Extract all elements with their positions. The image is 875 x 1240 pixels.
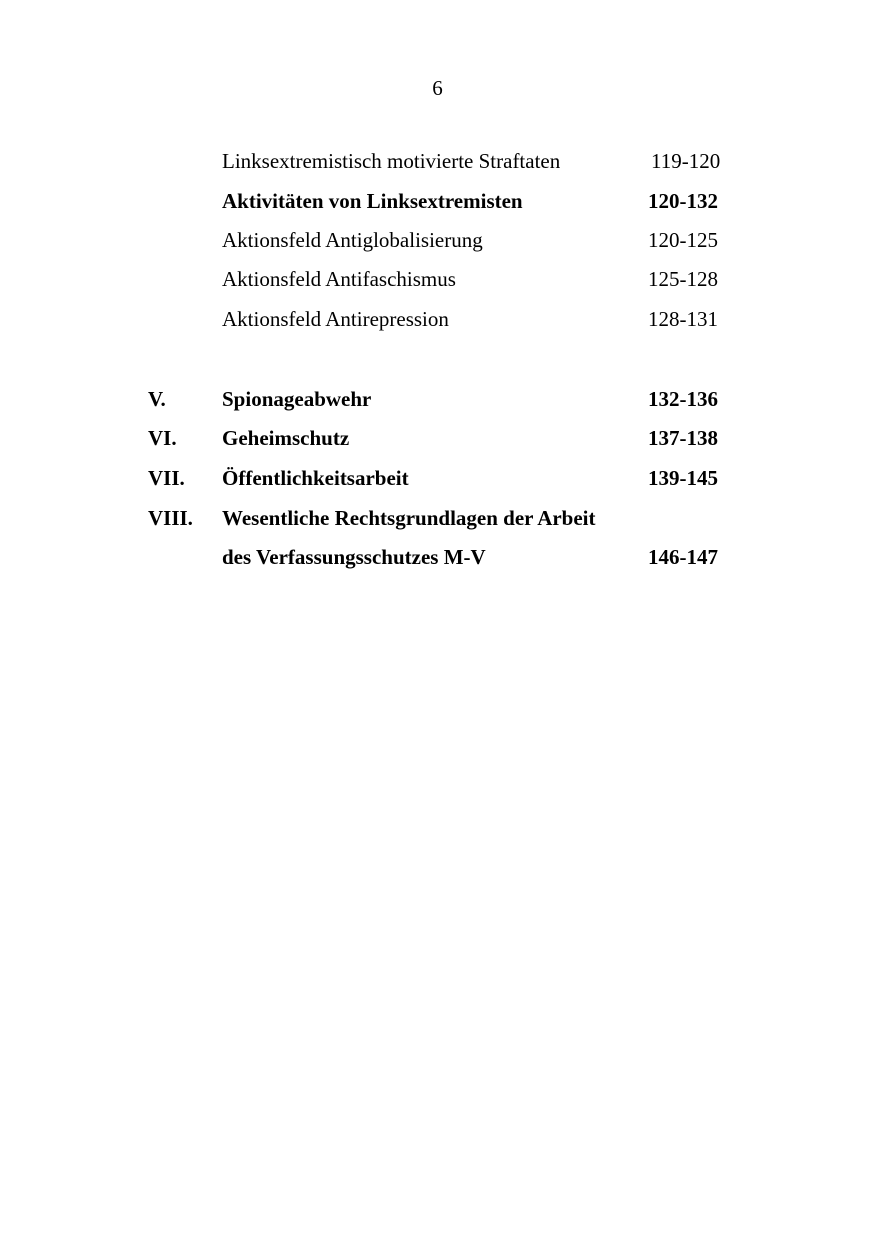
toc-chapter-continuation (0, 543, 875, 571)
toc-chapter (0, 424, 875, 452)
table-of-contents (0, 0, 875, 600)
toc-chapter (0, 385, 875, 413)
toc-entry-title: Linksextremistisch motivierte Straftaten (222, 149, 561, 173)
toc-entry-title: Aktionsfeld Antiglobalisierung (222, 228, 483, 252)
toc-chapter-pages: 137-138 (648, 426, 718, 450)
toc-entry-pages: 125-128 (648, 267, 718, 291)
toc-entry-title: Aktivitäten von Linksextremisten (222, 189, 523, 213)
toc-chapter-pages: 146-147 (648, 545, 718, 569)
toc-entry (0, 305, 875, 333)
toc-entry (0, 187, 875, 215)
page-number: 6 (432, 76, 443, 100)
toc-entry (0, 147, 875, 175)
toc-chapter (0, 504, 875, 532)
toc-entry-pages: 120-132 (648, 189, 718, 213)
toc-entry-title: Aktionsfeld Antifaschismus (222, 267, 456, 291)
toc-chapter-title: Wesentliche Rechtsgrundlagen der Arbeit (222, 506, 596, 530)
toc-entry-pages: 128-131 (648, 307, 718, 331)
toc-chapter-title: Geheimschutz (222, 426, 350, 450)
toc-entry (0, 265, 875, 293)
toc-entry-pages: 119-120 (651, 149, 721, 173)
toc-chapter-number: V. (148, 387, 166, 411)
toc-chapter-pages: 139-145 (648, 466, 718, 490)
toc-chapter-number: VIII. (148, 506, 193, 530)
toc-chapter-title: des Verfassungsschutzes M-V (222, 545, 486, 569)
toc-entry-title: Aktionsfeld Antirepression (222, 307, 449, 331)
toc-entry-pages: 120-125 (648, 228, 718, 252)
toc-chapter-number: VII. (148, 466, 185, 490)
toc-chapter-pages: 132-136 (648, 387, 718, 411)
toc-chapter-title: Spionageabwehr (222, 387, 372, 411)
toc-chapter-title: Öffentlichkeitsarbeit (222, 466, 409, 490)
toc-chapter (0, 464, 875, 492)
toc-entry (0, 226, 875, 254)
toc-chapter-number: VI. (148, 426, 177, 450)
